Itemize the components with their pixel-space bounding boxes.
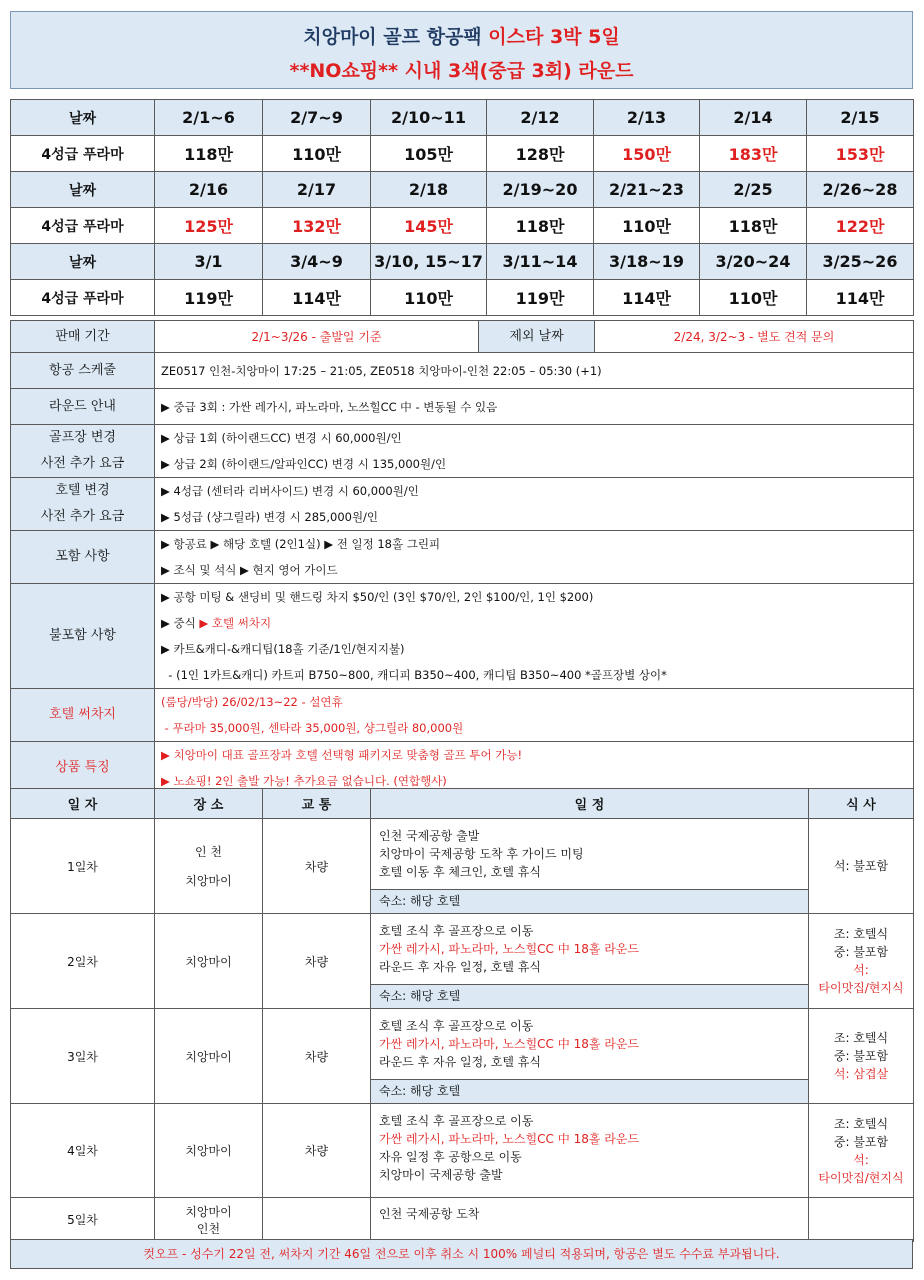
price-cell: 118만 [700, 208, 807, 244]
date-cell: 2/25 [700, 172, 807, 208]
plan-item: 가싼 레가시, 파노라마, 노스힐CC 中 18홀 라운드 [379, 942, 640, 956]
price-cell: 183만 [700, 136, 807, 172]
meal-item: 조: 호텔식 [833, 1031, 889, 1045]
meal-item: 중: 불포함 [833, 1134, 889, 1149]
date-cell: 3/18~19 [594, 244, 700, 280]
date-cell: 2/12 [487, 100, 594, 136]
place-name: 치앙마이 [185, 1144, 232, 1158]
price-row [11, 136, 914, 172]
meal-item: 석: [853, 1152, 869, 1167]
surcharge-values [155, 689, 914, 742]
schedule-place [155, 1009, 263, 1104]
flight-value: ZE0517 인천-치앙마이 17:25 – 21:05, ZE0518 치앙마이-인천 22:05 – 05:30 (+1) [155, 353, 914, 389]
meal-item: 조: 호텔식 [833, 927, 889, 941]
price-table [10, 99, 914, 316]
surcharge-label: 호텔 써차지 [11, 689, 155, 742]
sale-period-table [10, 320, 914, 353]
price-cell: 110만 [371, 280, 487, 316]
schedule-meal [809, 1009, 914, 1104]
golf-change-label-2: 사전 추가 요금 [40, 456, 125, 471]
feature-label: 상품 특징 [11, 742, 155, 795]
flight-label: 항공 스케줄 [11, 353, 155, 389]
plan-item: 라운드 후 자유 일정, 호텔 휴식 [379, 1055, 541, 1069]
schedule-row [11, 1009, 914, 1104]
schedule-plan [371, 1009, 809, 1104]
hotel-change-values [155, 478, 914, 531]
hotel-label: 4성급 푸라마 [11, 208, 155, 244]
price-cell: 110만 [263, 136, 371, 172]
place-name: 인 천 [195, 845, 222, 859]
schedule-header-place: 장 소 [155, 789, 263, 819]
golf-change-item: ▶ 상급 1회 (하이랜드CC) 변경 시 60,000원/인 [161, 431, 402, 445]
title-round-info: 시내 3색(중급 3회) 라운드 [398, 60, 634, 82]
meal-item: 중: 불포함 [833, 945, 889, 959]
schedule-transport [263, 1198, 371, 1242]
excluded-item: - (1인 1카트&캐디) 카트피 B750~800, 캐디피 B350~400, 캐디팁 B350~400 *골프장별 상이* [161, 668, 667, 682]
golf-change-values [155, 425, 914, 478]
meal-item: 타이맛집/현지식 [818, 981, 904, 995]
schedule-day: 3일차 [11, 1009, 155, 1104]
date-cell: 2/16 [155, 172, 263, 208]
plan-item: 인천 국제공항 도착 [379, 1206, 480, 1221]
plan-item: 자유 일정 후 공항으로 이동 [379, 1150, 522, 1164]
title-line-2 [11, 56, 912, 83]
title-duration: 이스타 3박 5일 [488, 26, 620, 48]
date-cell: 2/1~6 [155, 100, 263, 136]
date-cell: 2/7~9 [263, 100, 371, 136]
hotel-change-label [11, 478, 155, 531]
hotel-change-label-2: 사전 추가 요금 [40, 509, 125, 524]
excluded-values [155, 584, 914, 689]
hotel-label: 4성급 푸라마 [11, 136, 155, 172]
price-cell: 114만 [263, 280, 371, 316]
schedule-day: 4일차 [11, 1104, 155, 1198]
schedule-plan [371, 1104, 809, 1198]
golf-change-label-1: 골프장 변경 [49, 430, 116, 445]
price-cell: 132만 [263, 208, 371, 244]
feature-values [155, 742, 914, 795]
plan-lines [371, 1009, 808, 1079]
schedule-day: 2일차 [11, 914, 155, 1009]
price-cell: 118만 [155, 136, 263, 172]
price-cell: 118만 [487, 208, 594, 244]
price-cell: 125만 [155, 208, 263, 244]
hotel-label: 4성급 푸라마 [11, 280, 155, 316]
schedule-plan [371, 1198, 809, 1242]
plan-item: 호텔 이동 후 체크인, 호텔 휴식 [379, 865, 541, 879]
schedule-meal [809, 819, 914, 914]
excluded-lunch: ▶ 중식 [161, 616, 200, 630]
plan-accommodation: 숙소: 해당 호텔 [371, 1079, 808, 1103]
price-cell: 110만 [700, 280, 807, 316]
schedule-row [11, 914, 914, 1009]
included-label: 포함 사항 [11, 531, 155, 584]
place-name: 치앙마이 [185, 874, 232, 888]
schedule-place [155, 914, 263, 1009]
included-item: ▶ 조식 및 석식 ▶ 현지 영어 가이드 [161, 563, 338, 577]
meal-item: 중: 불포함 [833, 1049, 889, 1063]
price-cell: 153만 [807, 136, 914, 172]
place-name: 인천 [196, 1221, 221, 1236]
schedule-table [10, 788, 914, 1242]
price-cell: 150만 [594, 136, 700, 172]
date-label: 날짜 [11, 244, 155, 280]
title-line-1 [11, 22, 912, 49]
schedule-row [11, 1104, 914, 1198]
price-row [11, 208, 914, 244]
date-cell: 3/11~14 [487, 244, 594, 280]
excluded-label: 불포함 사항 [11, 584, 155, 689]
meal-item: 타이맛집/현지식 [818, 1170, 904, 1185]
meal-item: 석: 삼겹살 [833, 1067, 889, 1081]
plan-lines [371, 819, 808, 889]
plan-accommodation: 숙소: 해당 호텔 [371, 889, 808, 913]
price-cell: 128만 [487, 136, 594, 172]
plan-item: 인천 국제공항 출발 [379, 829, 480, 843]
price-cell: 119만 [155, 280, 263, 316]
cancellation-footer: 컷오프 - 성수기 22일 전, 써차지 기간 46일 전으로 이후 취소 시 100% 페널티 적용되며, 항공은 별도 수수료 부과됩니다. [10, 1239, 913, 1269]
date-cell: 3/20~24 [700, 244, 807, 280]
price-cell: 110만 [594, 208, 700, 244]
date-cell: 2/17 [263, 172, 371, 208]
date-cell: 3/25~26 [807, 244, 914, 280]
round-value: ▶ 중급 3회 : 가싼 레가시, 파노라마, 노쓰힐CC 中 - 변동될 수 있음 [155, 389, 914, 425]
schedule-day: 1일차 [11, 819, 155, 914]
plan-item: 가싼 레가시, 파노라마, 노스힐CC 中 18홀 라운드 [379, 1132, 640, 1146]
schedule-row [11, 1198, 914, 1242]
meal-item: 조: 호텔식 [833, 1116, 889, 1131]
plan-item: 라운드 후 자유 일정, 호텔 휴식 [379, 960, 541, 974]
schedule-transport: 차량 [263, 914, 371, 1009]
price-row [11, 280, 914, 316]
exclude-date-label: 제외 날짜 [479, 321, 595, 353]
schedule-transport: 차량 [263, 1104, 371, 1198]
excluded-surcharge: ▶ 호텔 써차지 [199, 616, 272, 630]
date-label: 날짜 [11, 172, 155, 208]
date-cell: 2/13 [594, 100, 700, 136]
included-values [155, 531, 914, 584]
date-row [11, 244, 914, 280]
schedule-header-day: 일 자 [11, 789, 155, 819]
date-cell: 2/19~20 [487, 172, 594, 208]
schedule-plan [371, 819, 809, 914]
schedule-place [155, 1198, 263, 1242]
title-no-shopping: **NO쇼핑** [289, 60, 399, 82]
surcharge-item: - 푸라마 35,000원, 센타라 35,000원, 샹그릴라 80,000원 [161, 721, 464, 735]
schedule-meal [809, 914, 914, 1009]
date-cell: 2/15 [807, 100, 914, 136]
golf-change-label [11, 425, 155, 478]
plan-item: 치앙마이 국제공항 출발 [379, 1168, 503, 1182]
title-main: 치앙마이 골프 항공팩 [303, 26, 489, 48]
feature-item: ▶ 노쇼핑! 2인 출발 가능! 추가요금 없습니다. (연합행사) [161, 774, 447, 788]
meal-item: 석: [853, 963, 869, 977]
title-banner [10, 11, 913, 89]
plan-item: 호텔 조식 후 골프장으로 이동 [379, 924, 534, 938]
date-cell: 2/10~11 [371, 100, 487, 136]
schedule-header-transport: 교 통 [263, 789, 371, 819]
plan-lines [371, 1198, 808, 1233]
plan-accommodation: 숙소: 해당 호텔 [371, 984, 808, 1008]
exclude-date-value: 2/24, 3/2~3 - 별도 견적 문의 [595, 321, 914, 353]
schedule-transport: 차량 [263, 1009, 371, 1104]
place-name: 치앙마이 [185, 954, 232, 969]
date-row [11, 100, 914, 136]
excluded-item: ▶ 카트&캐디-&캐디팁(18홀 기준/1인/현지지불) [161, 642, 405, 656]
price-cell: 114만 [807, 280, 914, 316]
price-cell: 114만 [594, 280, 700, 316]
place-name: 치앙마이 [185, 1204, 232, 1219]
round-label: 라운드 안내 [11, 389, 155, 425]
hotel-change-label-1: 호텔 변경 [55, 483, 110, 498]
sale-period-value: 2/1~3/26 - 출발일 기준 [155, 321, 479, 353]
schedule-header-plan: 일 정 [371, 789, 809, 819]
date-cell: 2/26~28 [807, 172, 914, 208]
meal-item: 석: 불포함 [833, 859, 889, 873]
excluded-item: ▶ 공항 미팅 & 샌딩비 및 핸드링 차지 $50/인 (3인 $70/인, 2인 $100/인, 1인 $200) [161, 590, 594, 604]
schedule-meal [809, 1104, 914, 1198]
schedule-row [11, 819, 914, 914]
date-cell: 3/10, 15~17 [371, 244, 487, 280]
date-cell: 2/14 [700, 100, 807, 136]
plan-lines [371, 1104, 808, 1197]
info-table [10, 352, 914, 795]
plan-item: 호텔 조식 후 골프장으로 이동 [379, 1019, 534, 1033]
date-cell: 3/4~9 [263, 244, 371, 280]
golf-change-item: ▶ 상급 2회 (하이랜드/알파인CC) 변경 시 135,000원/인 [161, 457, 447, 471]
feature-item: ▶ 치앙마이 대표 골프장과 호텔 선택형 패키지로 맞춤형 골프 투어 가능! [161, 748, 523, 762]
date-cell: 3/1 [155, 244, 263, 280]
place-name: 치앙마이 [185, 1049, 232, 1064]
excluded-item [161, 610, 913, 636]
plan-lines [371, 914, 808, 984]
hotel-change-item: ▶ 5성급 (샹그릴라) 변경 시 285,000원/인 [161, 510, 379, 524]
schedule-meal [809, 1198, 914, 1242]
price-cell: 145만 [371, 208, 487, 244]
price-cell: 122만 [807, 208, 914, 244]
schedule-transport: 차량 [263, 819, 371, 914]
plan-item: 치앙마이 국제공항 도착 후 가이드 미팅 [379, 847, 584, 861]
schedule-plan [371, 914, 809, 1009]
date-cell: 2/18 [371, 172, 487, 208]
price-cell: 119만 [487, 280, 594, 316]
included-item: ▶ 항공료 ▶ 해당 호텔 (2인1실) ▶ 전 일정 18홀 그린피 [161, 537, 441, 551]
price-cell: 105만 [371, 136, 487, 172]
hotel-change-item: ▶ 4성급 (센터라 리버사이드) 변경 시 60,000원/인 [161, 484, 419, 498]
plan-item: 가싼 레가시, 파노라마, 노스힐CC 中 18홀 라운드 [379, 1037, 640, 1051]
date-label: 날짜 [11, 100, 155, 136]
sale-period-label: 판매 기간 [11, 321, 155, 353]
date-row [11, 172, 914, 208]
schedule-place [155, 1104, 263, 1198]
plan-item: 호텔 조식 후 골프장으로 이동 [379, 1114, 534, 1128]
surcharge-item: (룸당/박당) 26/02/13~22 - 설연휴 [161, 695, 343, 709]
schedule-place [155, 819, 263, 914]
schedule-day: 5일차 [11, 1198, 155, 1242]
schedule-header-meal: 식 사 [809, 789, 914, 819]
date-cell: 2/21~23 [594, 172, 700, 208]
